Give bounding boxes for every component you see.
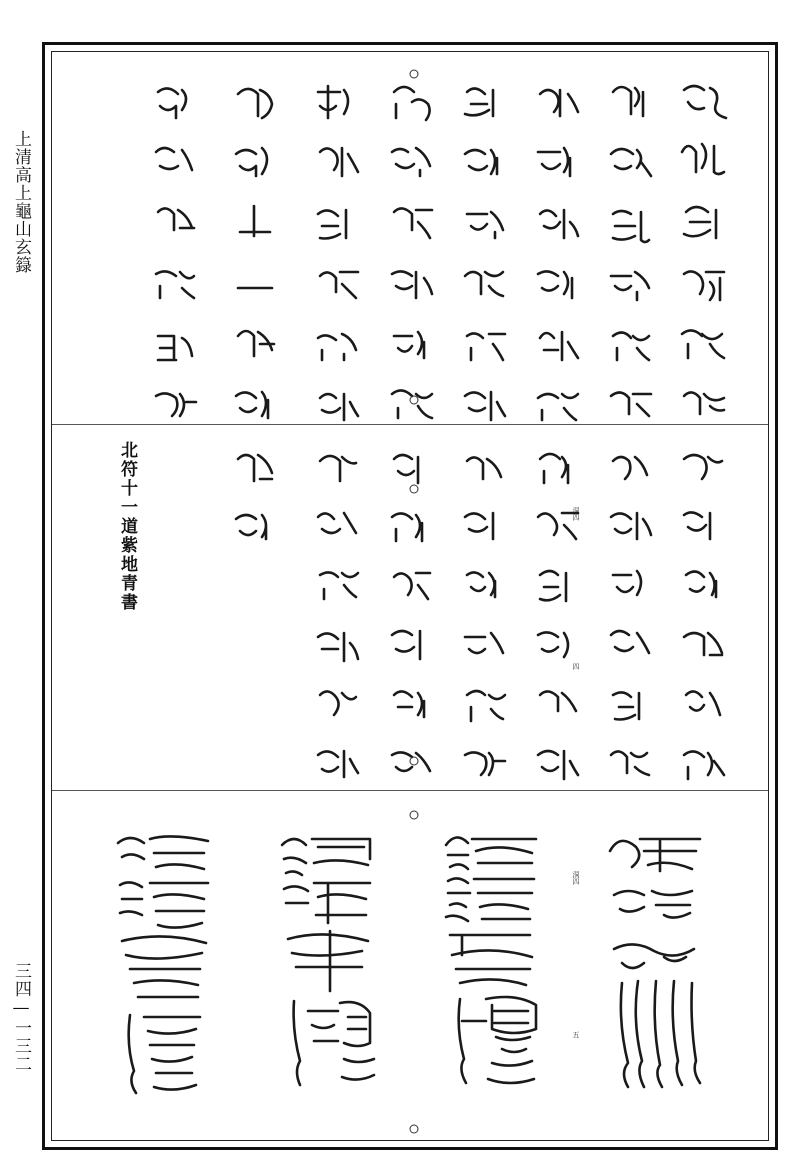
small-note-b: 四 — [572, 663, 580, 670]
seal-text-panel-middle — [52, 425, 768, 790]
small-note-d: 五 — [572, 1031, 580, 1038]
talisman-1 — [610, 839, 700, 1087]
small-note-c: 洞四 — [572, 871, 580, 885]
left-margin — [0, 0, 42, 1152]
talisman-4 — [118, 836, 208, 1093]
seal-script-columns-middle — [52, 425, 774, 790]
small-note-a: 洞四 — [572, 507, 580, 521]
talisman-2 — [446, 837, 536, 1083]
seal-script-columns-top — [52, 52, 774, 424]
page-frame — [42, 42, 778, 1150]
talisman-3 — [282, 839, 374, 1085]
talisman-panel — [52, 791, 768, 1146]
frame-inner-border — [51, 51, 769, 1141]
talisman-drawings — [52, 791, 774, 1146]
talisman-caption: 北符十一道紫地青書 — [117, 441, 137, 612]
book-title: 上清高上龜山玄籙 — [11, 130, 31, 274]
page-number: 三四—一三二 — [11, 962, 31, 1073]
seal-text-panel-top — [52, 52, 768, 424]
